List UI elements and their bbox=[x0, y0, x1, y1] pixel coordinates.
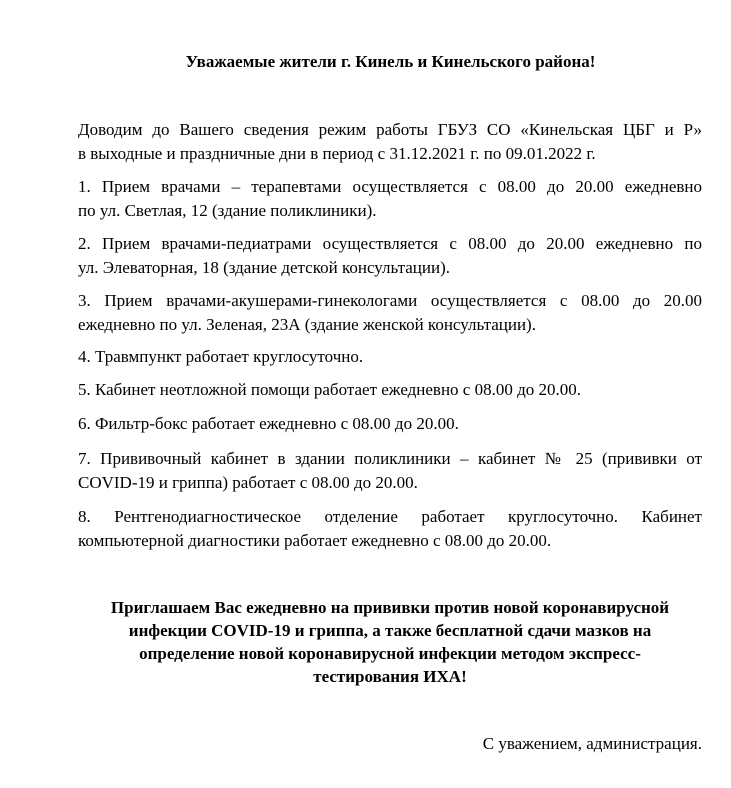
list-item-line: COVID-19 и гриппа) работает с 08.00 до 20.00. bbox=[78, 473, 418, 492]
appeal-line: инфекции COVID-19 и гриппа, а также бесплатной сдачи мазков на bbox=[128, 621, 652, 640]
list-item-line: 2. Прием врачами-педиатрами осуществляется с 08.00 до 20.00 ежедневно по bbox=[78, 234, 702, 253]
list-item-line: ежедневно по ул. Зеленая, 23А (здание женской консультации). bbox=[78, 315, 536, 334]
intro-line: в выходные и праздничные дни в период с 31.12.2021 г. по 09.01.2022 г. bbox=[78, 144, 596, 163]
intro-paragraph bbox=[78, 118, 702, 166]
appeal-line: тестирования ИХА! bbox=[313, 667, 467, 686]
list-item-line: 4. Травмпункт работает круглосуточно. bbox=[78, 347, 364, 366]
document-heading: Уважаемые жители г. Кинель и Кинельского района! bbox=[185, 52, 596, 71]
intro-line: Доводим до Вашего сведения режим работы ГБУЗ СО «Кинельская ЦБГ и Р» bbox=[78, 120, 702, 139]
list-item-line: 7. Прививочный кабинет в здании поликлиники – кабинет № 25 (прививки от bbox=[78, 449, 702, 468]
list-item-3 bbox=[78, 289, 702, 337]
list-item-7 bbox=[78, 447, 702, 495]
list-item-line: 6. Фильтр-бокс работает ежедневно с 08.00 до 20.00. bbox=[78, 414, 459, 433]
list-item-2 bbox=[78, 232, 702, 280]
list-item-4 bbox=[78, 345, 702, 369]
list-item-line: 5. Кабинет неотложной помощи работает ежедневно с 08.00 до 20.00. bbox=[78, 380, 582, 399]
list-item-6 bbox=[78, 412, 702, 436]
list-item-line: 3. Прием врачами-акушерами-гинекологами осуществляется с 08.00 до 20.00 bbox=[78, 291, 702, 310]
list-item-line: 1. Прием врачами – терапевтами осуществляется с 08.00 до 20.00 ежедневно bbox=[78, 177, 702, 196]
list-item-5 bbox=[78, 378, 702, 402]
appeal-line: определение новой коронавирусной инфекции методом экспресс- bbox=[139, 644, 641, 663]
appeal-line: Приглашаем Вас ежедневно на прививки против новой коронавирусной bbox=[110, 598, 670, 617]
list-item-1 bbox=[78, 175, 702, 223]
list-item-line: компьютерной диагностики работает ежедневно с 08.00 до 20.00. bbox=[78, 531, 552, 550]
list-item-8 bbox=[78, 505, 702, 553]
signature: С уважением, администрация. bbox=[482, 734, 702, 753]
list-item-line: 8. Рентгенодиагностическое отделение работает круглосуточно. Кабинет bbox=[78, 507, 702, 526]
list-item-line: ул. Элеваторная, 18 (здание детской консультации). bbox=[78, 258, 451, 277]
list-item-line: по ул. Светлая, 12 (здание поликлиники). bbox=[78, 201, 377, 220]
vaccination-appeal bbox=[78, 596, 702, 688]
